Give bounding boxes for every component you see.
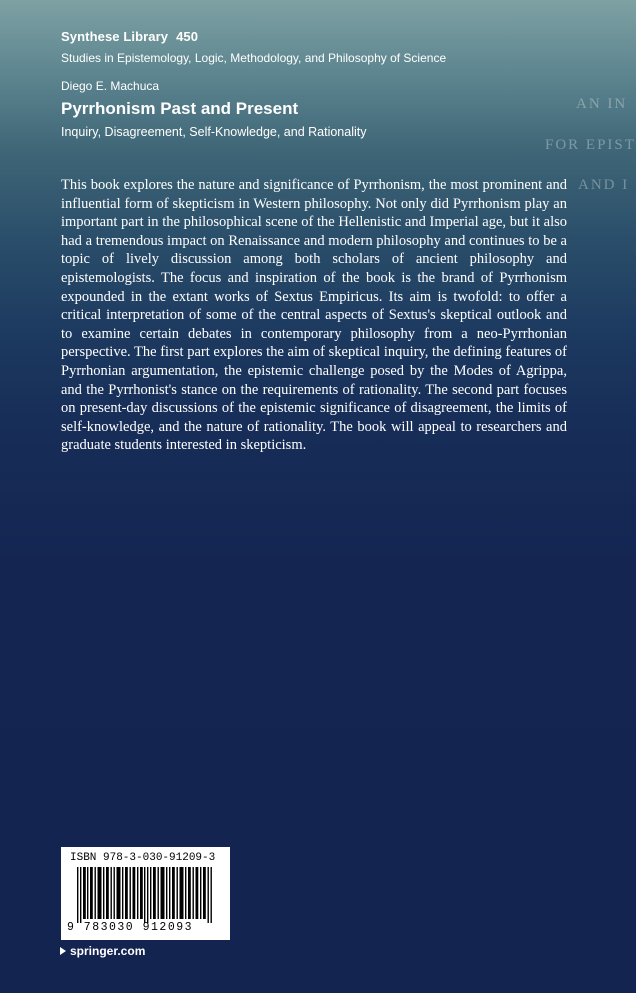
arrow-right-icon	[60, 947, 66, 955]
book-description: This book explores the nature and significance of Pyrrhonism, the most prominent and influential form of skepticism in Western philosophy. Not only did Pyrrhonism play an important part in the philosophical scene of the Hellenistic and Imperial age, but it also had a tremendous impact on Renaissance and modern philosophy and continues to be a topic of lively discussion among both scholars of ancient philosophy and epistemologists. The focus and inspiration of the book is the brand of Pyrrhonism expounded in the extant works of Sextus Empiricus. Its aim is twofold: to offer a critical interpretation of some of the central aspects of Sextus's skeptical outlook and to examine certain debates in contemporary philosophy from a neo-Pyrrhonian perspective. The first part explores the aim of skeptical inquiry, the defining features of Pyrrhonian argumentation, the epistemic challenge posed by the Modes of Agrippa, and the Pyrrhonist's stance on the requirements of rationality. The second part focuses on present-day discussions of the epistemic significance of disagreement, the limits of self-knowledge, and the nature of rationality. The book will appeal to researchers and graduate students interested in skepticism.	[61, 177, 567, 454]
spine-text-fragment: FOR EPIST	[545, 137, 636, 153]
book-subtitle: Inquiry, Disagreement, Self-Knowledge, and Rationality	[61, 125, 367, 139]
series-name: Synthese Library	[61, 29, 169, 44]
series-subtitle: Studies in Epistemology, Logic, Methodology, and Philosophy of Science	[61, 51, 447, 65]
isbn-label: ISBN 978-3-030-91209-3	[70, 852, 216, 864]
barcode-digits: 9 783030 912093	[67, 921, 194, 934]
publisher-link[interactable]	[60, 944, 145, 958]
barcode-icon	[77, 867, 217, 923]
series-number: 450	[176, 29, 199, 44]
author-name: Diego E. Machuca	[61, 79, 160, 93]
publisher-url: springer.com	[70, 944, 146, 958]
barcode-panel	[61, 847, 230, 940]
spine-text-fragment: AN IN	[576, 96, 628, 112]
series-title	[61, 29, 198, 44]
book-title: Pyrrhonism Past and Present	[61, 99, 299, 118]
spine-text-fragment: AND I	[578, 177, 630, 193]
